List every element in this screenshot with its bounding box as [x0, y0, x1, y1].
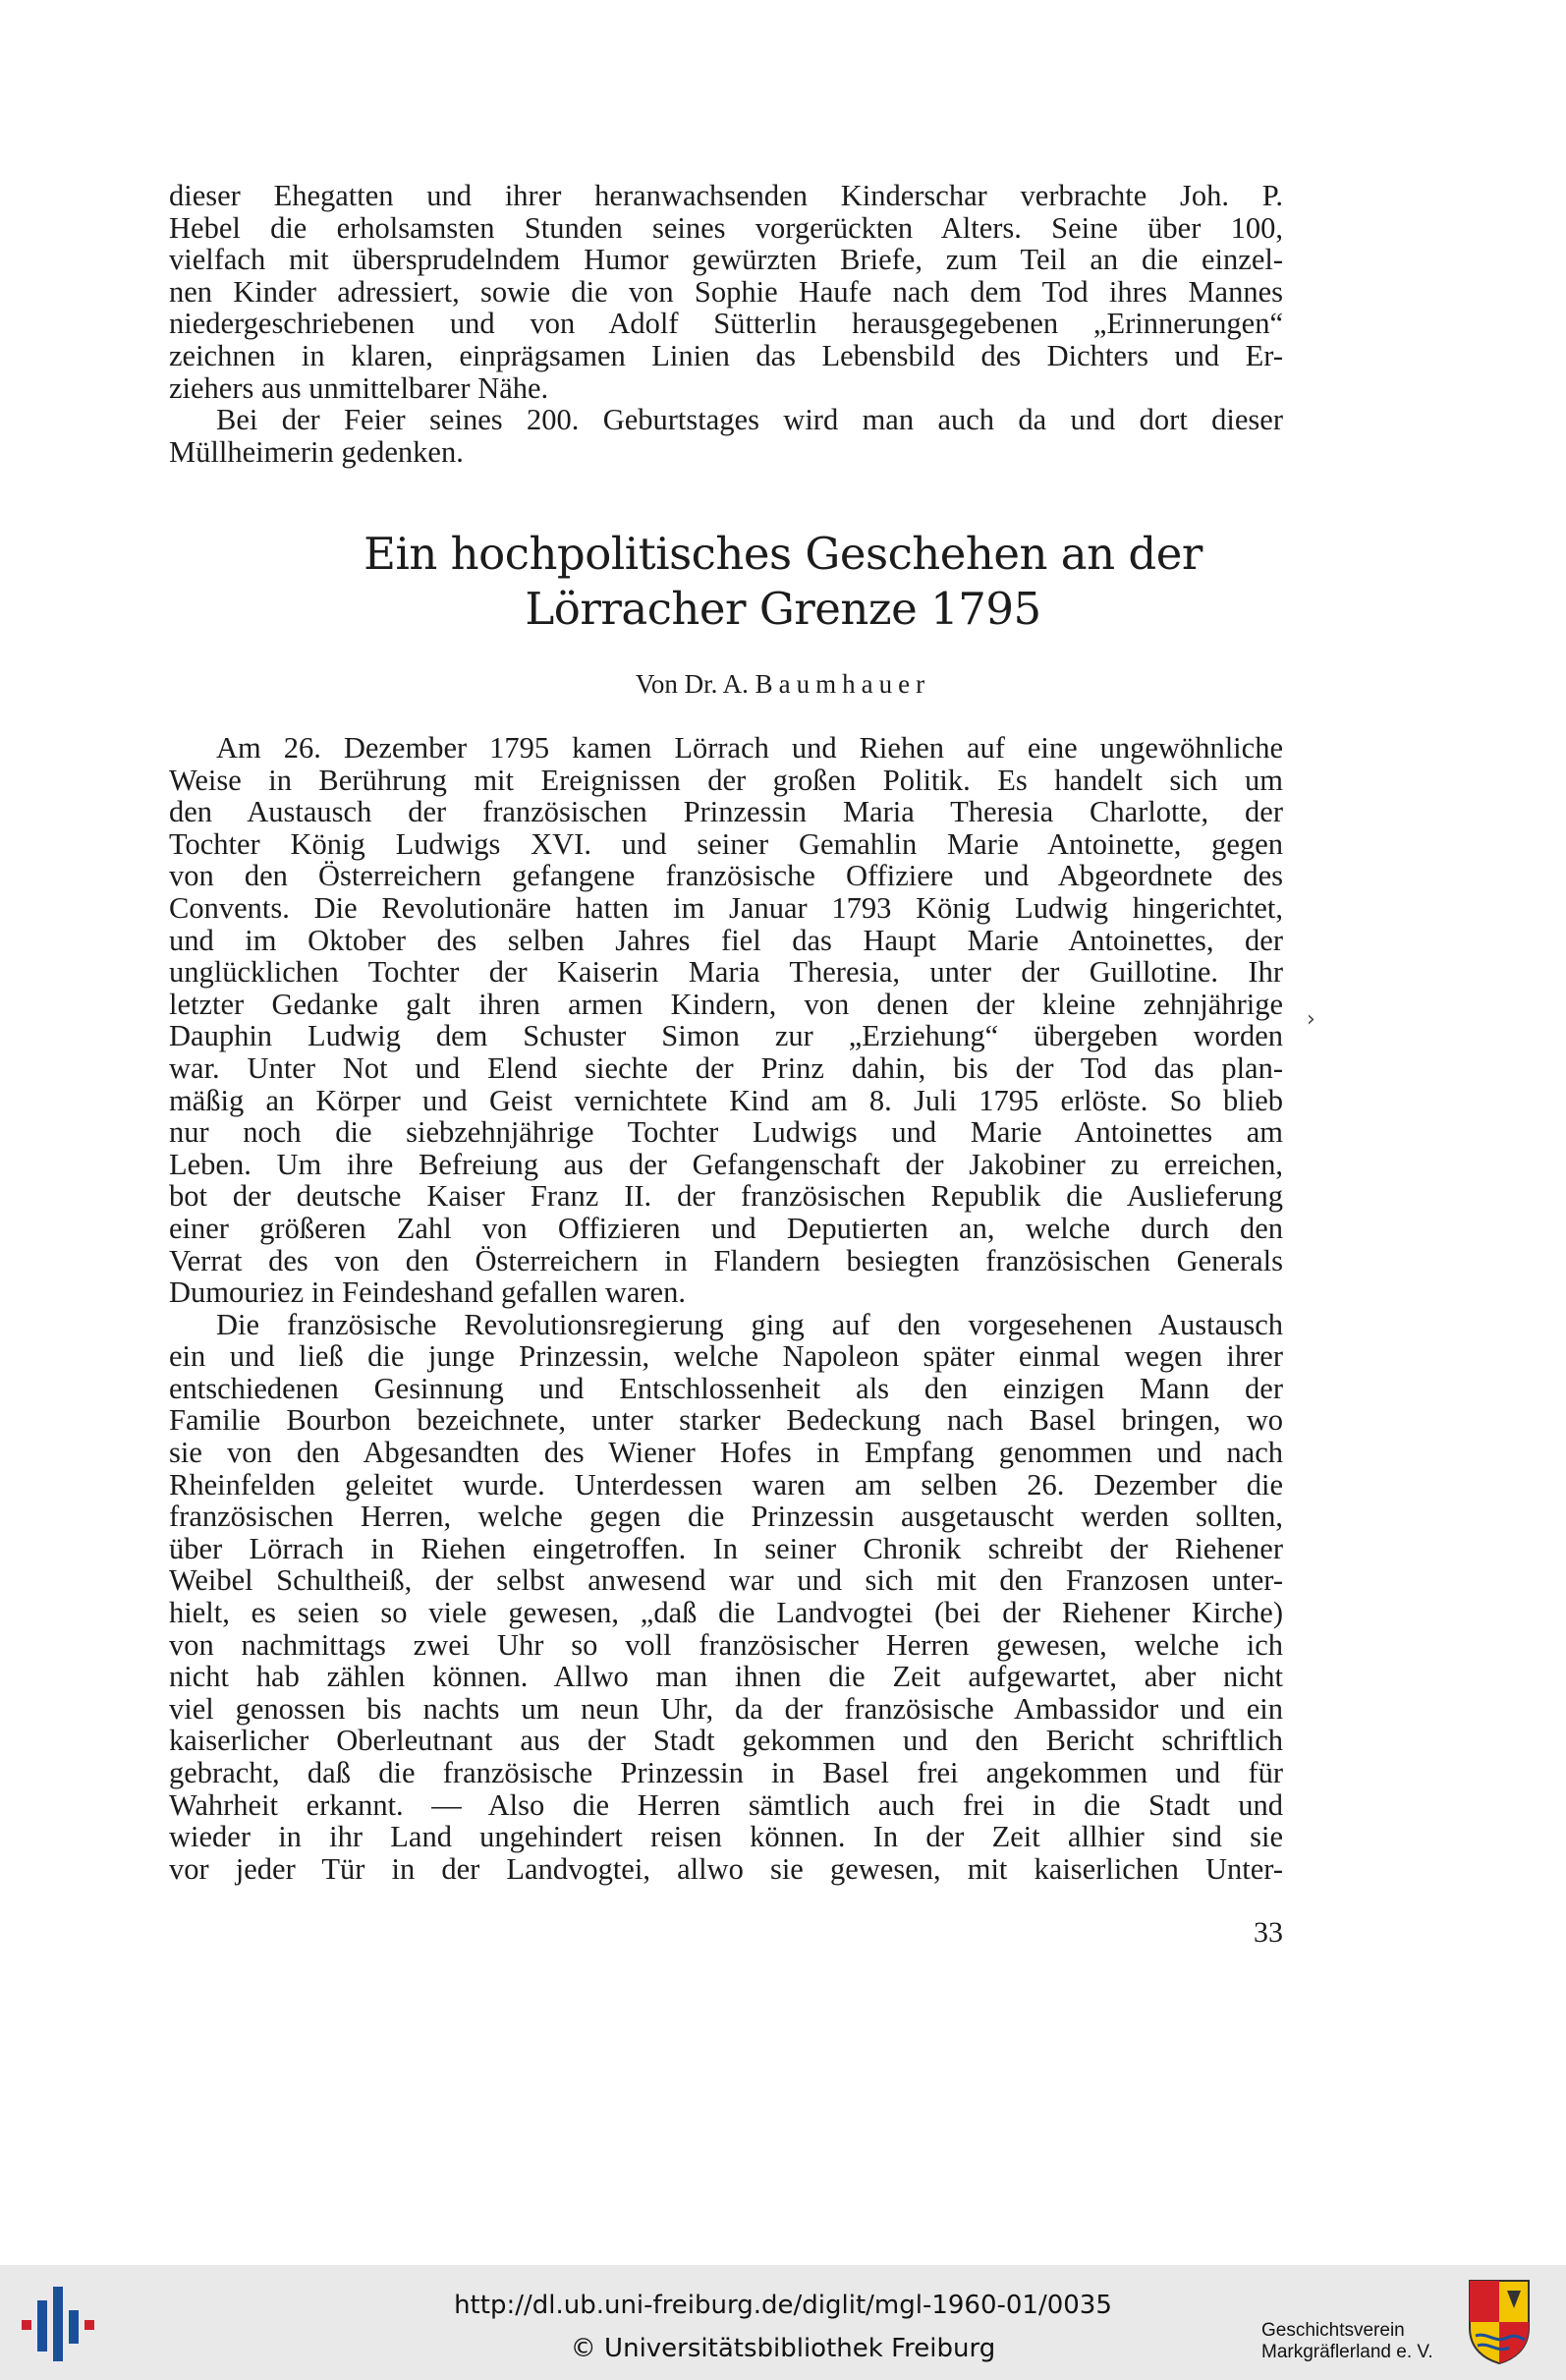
text-line: ein und ließ die junge Prinzessin, welche Napoleon später einmal wegen ihrer [169, 1339, 1283, 1374]
text-line: zeichnen in klaren, einprägsamen Linien das Lebensbild des Dichters und Er- [169, 338, 1283, 372]
text-line: Am 26. Dezember 1795 kamen Lörrach und Riehen auf eine ungewöhnliche [216, 731, 1283, 765]
text-line: Müllheimerin gedenken. [169, 434, 464, 469]
text-line: Wahrheit erkannt. — Also die Herren sämtlich auch frei in die Stadt und [169, 1787, 1283, 1822]
author-name: Baumhauer [755, 669, 931, 699]
text-line: französischen Herren, welche gegen die Prinzessin ausgetauscht werden sollten, [169, 1500, 1283, 1534]
text-line: Convents. Die Revolutionäre hatten im Januar 1793 König Ludwig hingerichtet, [169, 890, 1283, 925]
text-line: unglücklichen Tochter der Kaiserin Maria Theresia, unter der Guillotine. Ihr [169, 955, 1283, 990]
text-line: dieser Ehegatten und ihrer heranwachsenden Kinderschar verbrachte Joh. P. [169, 179, 1283, 212]
text-line: gebracht, daß die französische Prinzessin in Basel frei angekommen und für [169, 1756, 1283, 1789]
byline-prefix: Von Dr. A. [635, 669, 749, 699]
text-line: sie von den Abgesandten des Wiener Hofes in Empfang genommen und nach [169, 1436, 1283, 1470]
text-line: von nachmittags zwei Uhr so voll französischer Herren gewesen, welche ich [169, 1627, 1283, 1662]
society-name [1261, 2320, 1433, 2363]
text-line: nicht hab zählen können. Allwo man ihnen die Zeit aufgewartet, aber nicht [169, 1660, 1283, 1694]
text-line: letzter Gedanke galt ihren armen Kindern, von denen der kleine zehnjährige [169, 987, 1283, 1021]
text-line: hielt, es seien so viele gewesen, „daß die Landvogtei (bei der Riehener Kirche) [169, 1596, 1283, 1630]
intro-paragraph-1 [169, 180, 1283, 404]
text-line: Weise in Berührung mit Ereignissen der großen Politik. Es handelt sich um [169, 763, 1283, 797]
coat-of-arms-icon [1468, 2279, 1531, 2365]
text-line: wieder in ihr Land ungehindert reisen können. In der Zeit allhier sind sie [169, 1820, 1283, 1854]
text-line: entschiedenen Gesinnung und Entschlossenheit als den einzigen Mann der [169, 1371, 1283, 1405]
page-number: 33 [1254, 1916, 1283, 1949]
text-line: Familie Bourbon bezeichnete, unter starker Bedeckung nach Basel bringen, wo [169, 1403, 1283, 1438]
text-line: Bei der Feier seines 200. Geburtstages wird man auch da und dort dieser [216, 403, 1283, 437]
text-line: ziehers aus unmittelbarer Nähe. [169, 370, 549, 405]
text-line: niedergeschriebenen und von Adolf Sütterlin herausgegebenen „Erinnerungen“ [169, 307, 1283, 341]
text-line: Weibel Schultheiß, der selbst anwesend war und sich mit den Franzosen unter- [169, 1563, 1283, 1598]
text-line: den Austausch der französischen Prinzessin Maria Theresia Charlotte, der [169, 795, 1283, 829]
text-line: Dauphin Ludwig dem Schuster Simon zur „Erziehung“ übergeben worden [169, 1019, 1283, 1053]
digitization-footer [0, 2265, 1566, 2380]
text-line: Tochter König Ludwigs XVI. und seiner Gemahlin Marie Antoinette, gegen [169, 826, 1283, 861]
intro-paragraphs [169, 180, 1283, 468]
copyright-notice: © Universitätsbibliothek Freiburg [570, 2334, 996, 2363]
article-title [0, 527, 1566, 637]
text-line: Leben. Um ihre Befreiung aus der Gefangenschaft der Jakobiner zu erreichen, [169, 1147, 1283, 1181]
text-line: einer größeren Zahl von Offizieren und Deputierten an, welche durch den [169, 1211, 1283, 1245]
text-line: viel genossen bis nachts um neun Uhr, da der französische Ambassidor und ein [169, 1691, 1283, 1726]
text-line: nur noch die siebzehnjährige Tochter Ludwigs und Marie Antoinettes am [169, 1115, 1283, 1150]
article-title-line-1: Ein hochpolitisches Geschehen an der [364, 528, 1202, 580]
margin-mark: › [1307, 1007, 1315, 1032]
text-line: vielfach mit übersprudelndem Humor gewürzten Briefe, zum Teil an die einzel- [169, 243, 1283, 277]
article-body [169, 732, 1283, 1885]
text-line: kaiserlicher Oberleutnant aus der Stadt gekommen und den Bericht schriftlich [169, 1724, 1283, 1758]
text-line: von den Österreichern gefangene französische Offiziere und Abgeordnete des [169, 859, 1283, 893]
text-line: über Lörrach in Riehen eingetroffen. In seiner Chronik schreibt der Riehener [169, 1531, 1283, 1565]
article-paragraph-2 [169, 1309, 1283, 1886]
text-line: vor jeder Tür in der Landvogtei, allwo sie gewesen, mit kaiserlichen Unter- [169, 1851, 1283, 1886]
text-line: Rheinfelden geleitet wurde. Unterdessen waren am selben 26. Dezember die [169, 1467, 1283, 1502]
digital-library-url[interactable]: http://dl.ub.uni-freiburg.de/diglit/mgl-1960-01/0035 [454, 2291, 1112, 2320]
society-name-line-2: Markgräflerland e. V. [1261, 2342, 1433, 2362]
text-line: war. Unter Not und Elend siechte der Prinz dahin, bis der Tod das plan- [169, 1050, 1283, 1085]
text-line: Verrat des von den Österreichern in Flandern besiegten französischen Generals [169, 1243, 1283, 1277]
text-line: und im Oktober des selben Jahres fiel das Haupt Marie Antoinettes, der [169, 923, 1283, 957]
article-title-line-2: Lörracher Grenze 1795 [525, 583, 1041, 635]
text-line: Dumouriez in Feindeshand gefallen waren. [169, 1275, 686, 1310]
text-line: Die französische Revolutionsregierung ging auf den vorgesehenen Austausch [216, 1307, 1283, 1341]
article-paragraph-1 [169, 732, 1283, 1309]
text-line: Hebel die erholsamsten Stunden seines vorgerückten Alters. Seine über 100, [169, 210, 1283, 245]
text-line: mäßig an Körper und Geist vernichtete Kind am 8. Juli 1795 erlöste. So blieb [169, 1083, 1283, 1117]
society-name-line-1: Geschichtsverein [1261, 2320, 1405, 2341]
text-line: nen Kinder adressiert, sowie die von Sophie Haufe nach dem Tod ihres Mannes [169, 274, 1283, 309]
text-line: bot der deutsche Kaiser Franz II. der französischen Republik die Auslieferung [169, 1179, 1283, 1214]
author-byline [0, 668, 1566, 700]
intro-paragraph-2 [169, 404, 1283, 468]
